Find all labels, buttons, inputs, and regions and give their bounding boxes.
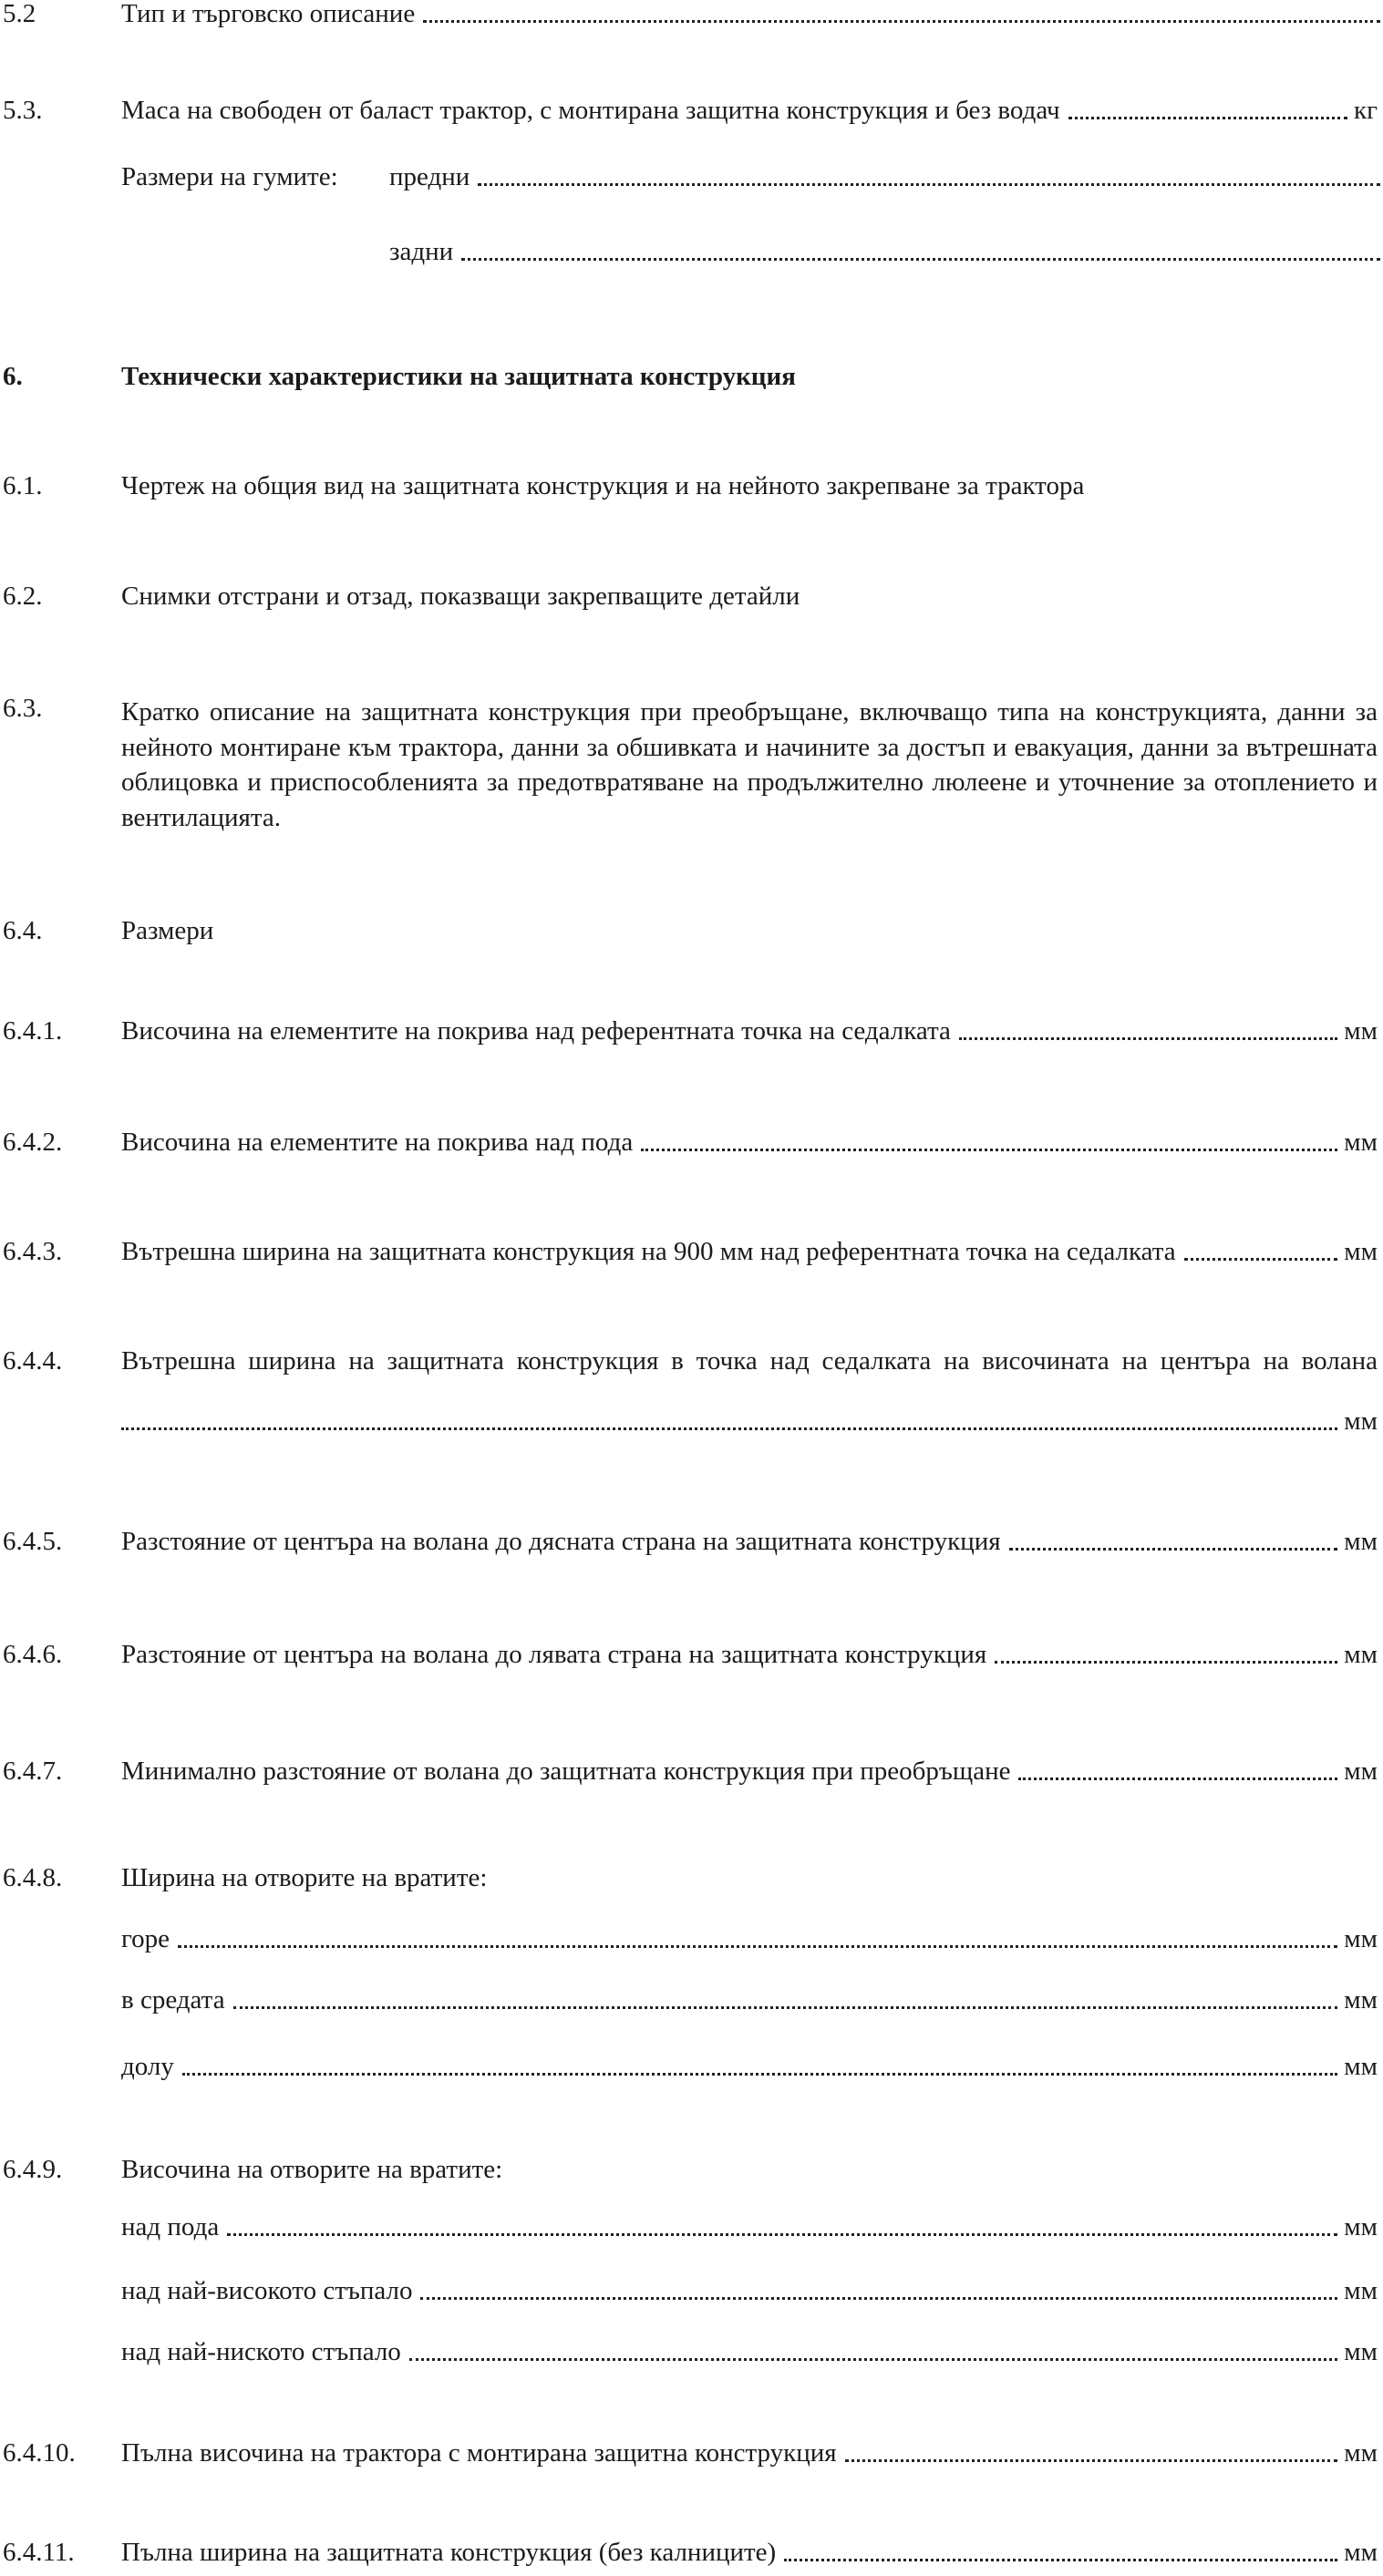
item-label: Тип и търговско описание [121,0,416,28]
sub-item-label: долу [121,2052,174,2081]
dotted-fill-line [409,2358,1337,2361]
dotted-fill-line [461,258,1380,261]
item-paragraph: Кратко описание на защитната конструкция при преобръщане, включващо типа на конструкцията, данни за нейното монтиране към трактора, данни за обшивката и начините за достъп и евакуация, данни за вътрешната облицовка и приспособленията за предотвратяване на продължително люлеене и уточнение за отоплението и вентилацията. [121,697,1378,832]
dotted-fill-line [845,2459,1338,2462]
unit-label: мм [1344,1640,1378,1669]
unit-label: мм [1344,1016,1378,1046]
unit-label: мм [1344,2337,1378,2366]
unit-label: мм [1344,1406,1378,1436]
item-number: 5.2 [3,0,36,28]
item-number: 6.4.4. [3,1346,63,1376]
dotted-fill-line [423,20,1380,23]
tyre-front-label: предни [389,162,470,191]
item-number: 6.4. [3,916,43,945]
item-label: Разстояние от центъра на волана до лявата страна на защитната конструкция [121,1640,987,1669]
item-number: 6.3. [3,694,43,723]
unit-label: кг [1354,96,1378,125]
tyre-sizes-label: Размери на гумите: [121,162,338,191]
item-number: 5.3. [3,96,43,125]
item-label: Размери [121,916,214,945]
item-label: Пълна ширина на защитната конструкция (без калниците) [121,2538,777,2567]
item-number: 6.4.7. [3,1757,63,1786]
sub-item-label: над най-ниското стъпало [121,2337,401,2366]
unit-label: мм [1344,2052,1378,2081]
sub-item-label: в средата [121,1985,225,2014]
section-heading-label: Технически характеристики на защитната конструкция [121,362,796,391]
item-label: Вътрешна ширина на защитната конструкция в точка над седалката на височината на центъра на волана [121,1346,1378,1376]
unit-label: мм [1344,2538,1378,2567]
dotted-fill-line [233,2006,1338,2009]
tyre-rear-label: задни [389,237,454,266]
item-number: 6.2. [3,582,43,611]
item-label: Маса на свободен от баласт трактор, с монтирана защитна конструкция и без водач [121,96,1060,125]
unit-label: мм [1344,1128,1378,1157]
item-number: 6.4.8. [3,1863,63,1892]
dotted-fill-line [1068,117,1347,119]
dotted-fill-line [959,1037,1337,1040]
item-number: 6.4.9. [3,2155,63,2184]
unit-label: мм [1344,2212,1378,2241]
item-number: 6.4.6. [3,1640,63,1669]
dotted-fill-line [182,2073,1337,2076]
item-number: 6.4.10. [3,2438,76,2468]
unit-label: мм [1344,1527,1378,1556]
dotted-fill-line [1184,1258,1338,1261]
unit-label: мм [1344,1924,1378,1953]
item-label: Чертеж на общия вид на защитната конструкция и на нейното закрепване за трактора [121,471,1085,500]
item-number: 6.4.1. [3,1016,63,1046]
unit-label: мм [1344,1757,1378,1786]
dotted-fill-line [641,1149,1337,1151]
dotted-fill-line [1009,1548,1338,1551]
unit-label: мм [1344,2276,1378,2305]
item-number: 6.4.3. [3,1237,63,1266]
item-number: 6.4.2. [3,1128,63,1157]
item-label: Височина на отворите на вратите: [121,2155,503,2184]
sub-item-label: над пода [121,2212,220,2241]
unit-label: мм [1344,1985,1378,2014]
dotted-fill-line [420,2297,1337,2300]
item-label: Вътрешна ширина на защитната конструкция на 900 мм над референтната точка на седалката [121,1237,1176,1266]
item-label: Пълна височина на трактора с монтирана защитна конструкция [121,2438,837,2468]
dotted-fill-line [784,2559,1337,2561]
dotted-fill-line [121,1427,1337,1430]
item-label: Разстояние от центъра на волана до дясната страна на защитната конструкция [121,1527,1001,1556]
item-number: 6.4.5. [3,1527,63,1556]
dotted-fill-line [995,1661,1337,1664]
unit-label: мм [1344,2438,1378,2468]
item-label: Ширина на отворите на вратите: [121,1863,488,1892]
item-number: 6.1. [3,471,43,500]
dotted-fill-line [478,183,1380,186]
dotted-fill-line [227,2233,1337,2236]
dotted-fill-line [1018,1777,1337,1780]
sub-item-label: над най-високото стъпало [121,2276,413,2305]
item-number: 6. [3,362,23,391]
item-number: 6.4.11. [3,2538,75,2567]
sub-item-label: горе [121,1924,170,1953]
item-label: Височина на елементите на покрива над пода [121,1128,634,1157]
item-label: Минимално разстояние от волана до защитната конструкция при преобръщане [121,1757,1011,1786]
item-label: Височина на елементите на покрива над референтната точка на седалката [121,1016,951,1046]
dotted-fill-line [178,1945,1337,1948]
unit-label: мм [1344,1237,1378,1266]
item-label: Снимки отстрани и отзад, показващи закрепващите детайли [121,582,800,611]
